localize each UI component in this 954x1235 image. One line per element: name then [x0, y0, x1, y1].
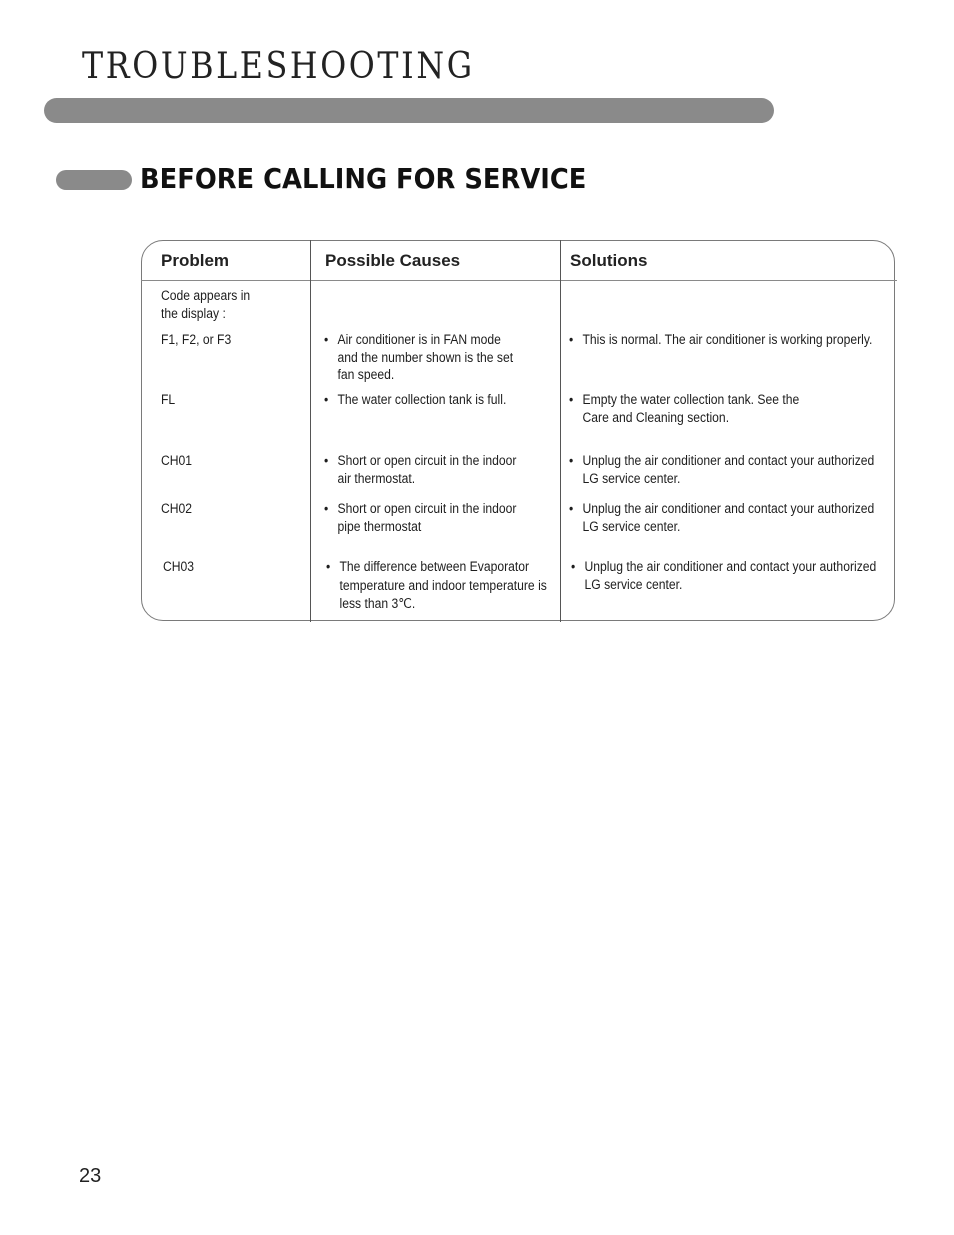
page-number: 23	[79, 1165, 102, 1187]
possible-cause: • The water collection tank is full.	[324, 391, 536, 409]
page-title: TROUBLESHOOTING	[82, 46, 475, 87]
header-possible-causes: Possible Causes	[325, 251, 461, 270]
solution: • Unplug the air conditioner and contact your authorized LG service center.	[569, 500, 884, 535]
table-intro-text: Code appears in the display :	[161, 288, 251, 321]
problem-code: F1, F2, or F3	[161, 332, 232, 347]
possible-cause: • Short or open circuit in the indoor air thermostat.	[324, 452, 531, 487]
problem-code: CH03	[163, 559, 195, 574]
problem-code: CH01	[161, 453, 193, 468]
section-heading: BEFORE CALLING FOR SERVICE	[140, 162, 587, 195]
header-problem: Problem	[161, 251, 230, 270]
solution: • Empty the water collection tank. See the Care and Cleaning section.	[569, 391, 808, 426]
header-solutions: Solutions	[570, 251, 648, 270]
column-divider	[560, 240, 561, 622]
solution: • Unplug the air conditioner and contact your authorized LG service center.	[569, 452, 884, 487]
solution: • This is normal. The air conditioner is working properly.	[569, 331, 889, 349]
table-header-divider	[141, 280, 897, 281]
solution: • Unplug the air conditioner and contact your authorized LG service center.	[571, 558, 886, 593]
column-divider	[310, 240, 311, 622]
possible-cause: • The difference between Evaporator temperature and indoor temperature is less than 3℃.	[326, 558, 551, 614]
problem-code: CH02	[161, 501, 193, 516]
possible-cause: • Air conditioner is in FAN mode and the number shown is the set fan speed.	[324, 331, 518, 384]
problem-code: FL	[161, 392, 176, 407]
possible-cause: • Short or open circuit in the indoor pipe thermostat	[324, 500, 531, 535]
section-marker	[56, 170, 132, 190]
title-divider-bar	[44, 98, 774, 123]
